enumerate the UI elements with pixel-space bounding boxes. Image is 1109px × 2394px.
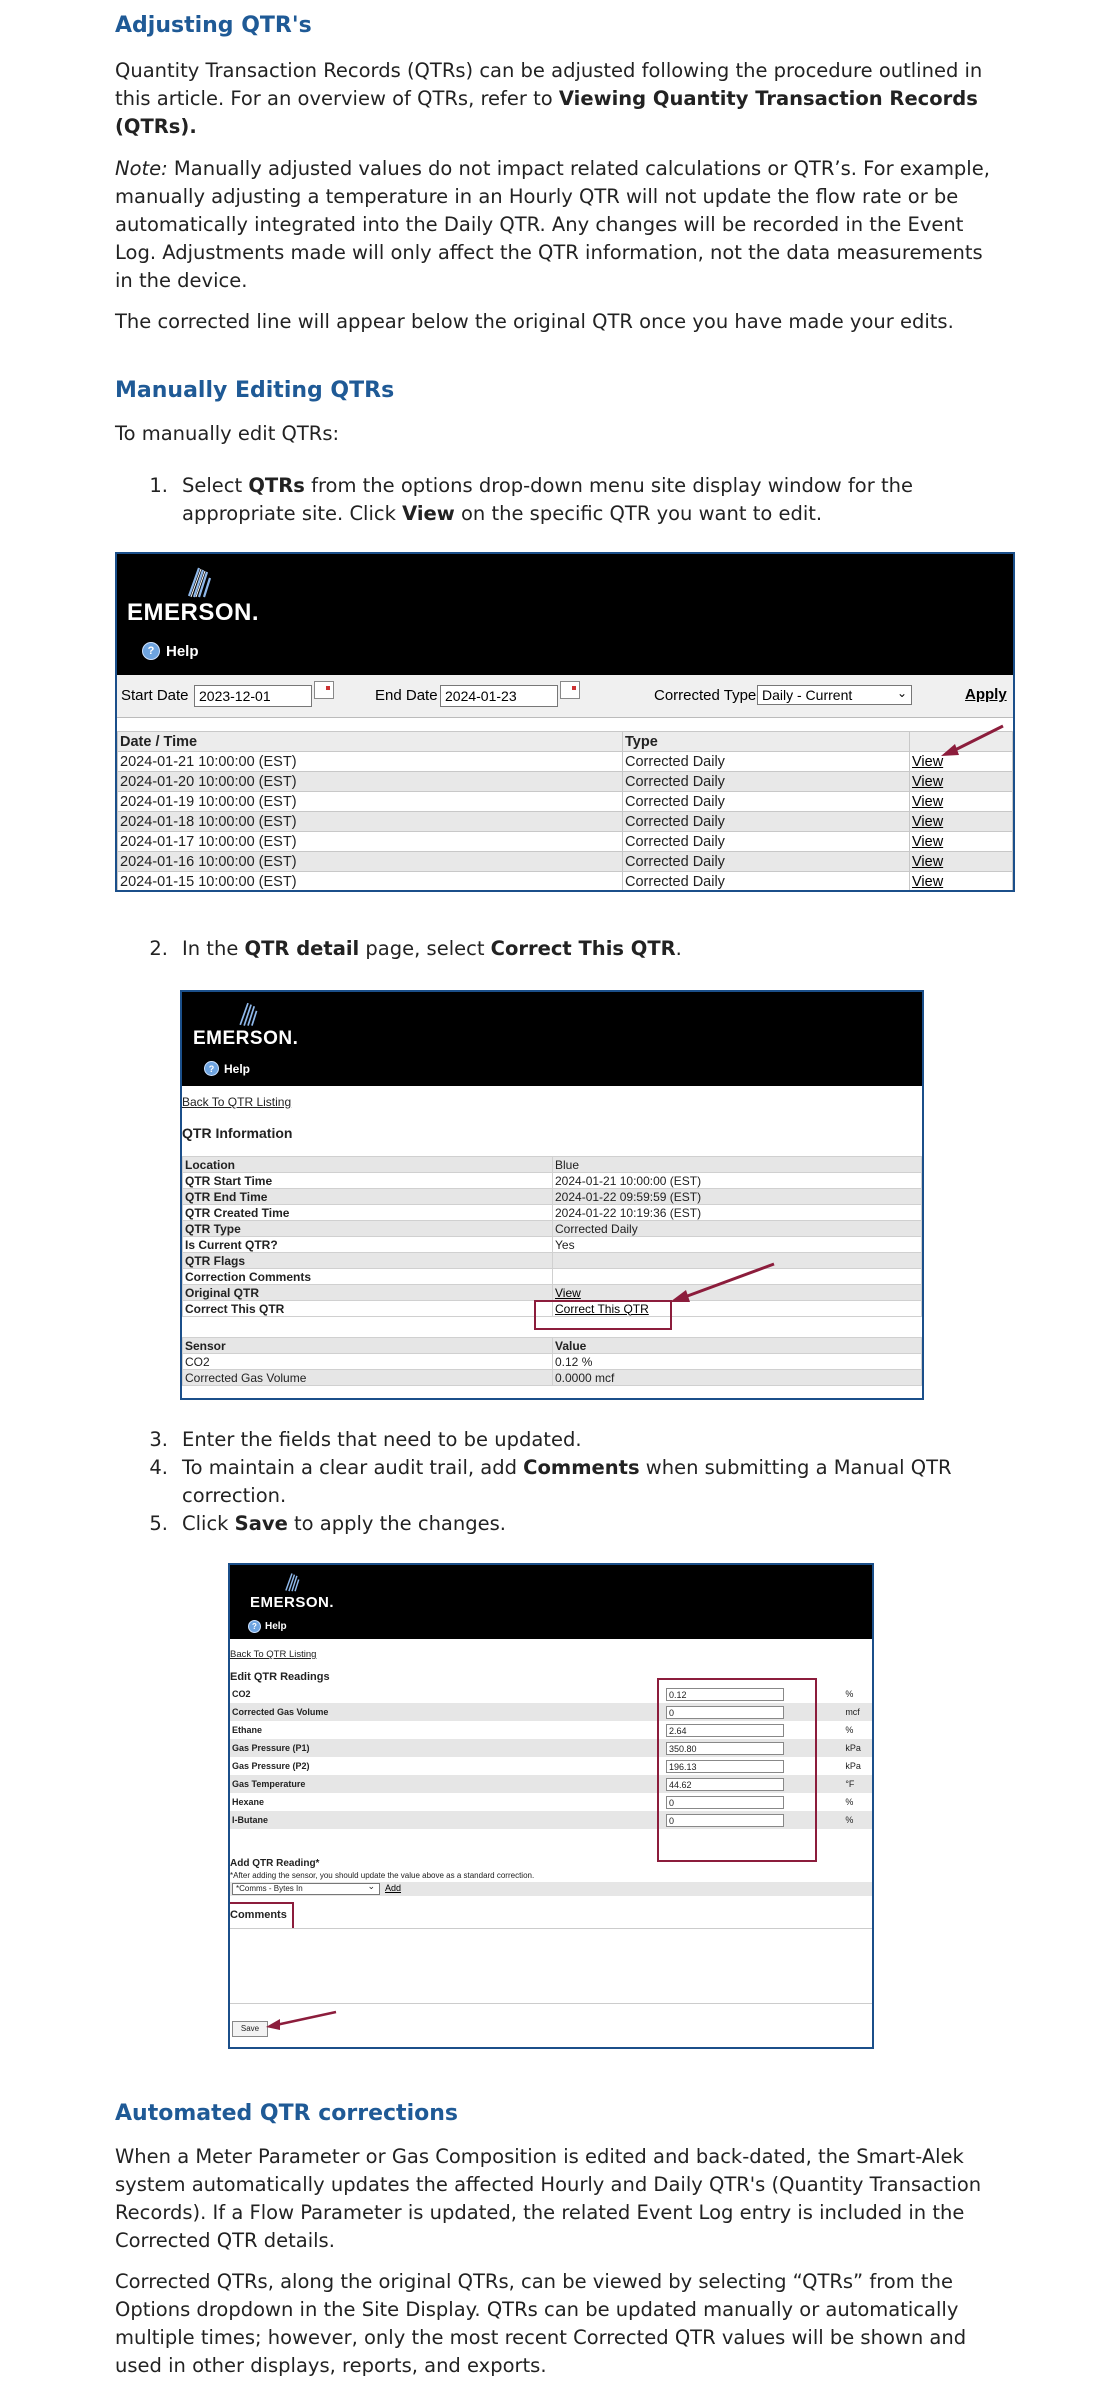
type-cell: Corrected Daily <box>623 792 910 812</box>
date-cell: 2024-01-21 10:00:00 (EST) <box>118 752 623 772</box>
emerson-header <box>117 554 1013 675</box>
step-number: 1. <box>149 474 168 497</box>
type-cell: Corrected Daily <box>623 772 910 792</box>
start-date-input[interactable]: 2023-12-01 <box>194 685 312 707</box>
info-key: Correct This QTR <box>183 1301 553 1317</box>
step-number: 5. <box>149 1512 168 1535</box>
step-2 <box>148 935 998 963</box>
step-text: In the QTR detail page, select Correct This QTR. <box>182 937 682 960</box>
reading-input[interactable]: 0.12 <box>666 1688 784 1701</box>
table-row <box>183 1285 922 1301</box>
automated-paragraph-1: When a Meter Parameter or Gas Composition is edited and back-dated, the Smart-Alek system automatically updates the affected Hourly and Daily QTR's (Quantity Transaction Records). If a Flow Parameter is updated, the related Event Log entry is included in the Corrected QTR details. <box>115 2145 982 2252</box>
note-text: Manually adjusted values do not impact related calculations or QTR’s. For example, manually adjusting a temperature in an Hourly QTR will not update the flow rate or be automatically integrated into the Daily QTR. Any changes will be recorded in the Event Log. Adjustments made will only affect the QTR information, not the data measurements in the device. <box>115 157 990 292</box>
intro-paragraph <box>115 57 995 141</box>
pointer-arrow-icon <box>937 722 1007 758</box>
emerson-header <box>182 992 922 1086</box>
view-cell <box>910 832 1013 852</box>
help-icon: ? <box>204 1061 219 1076</box>
pointer-arrow-icon <box>264 2009 340 2031</box>
step-number: 3. <box>149 1428 168 1451</box>
edit-qtr-screenshot <box>228 1563 874 2049</box>
original-qtr-view-link[interactable]: View <box>555 1285 581 1300</box>
back-to-listing-link[interactable]: Back To QTR Listing <box>230 1649 317 1660</box>
reading-input[interactable]: 2.64 <box>666 1724 784 1737</box>
save-button[interactable]: Save <box>232 2021 268 2037</box>
end-calendar-icon[interactable] <box>560 681 580 699</box>
type-cell: Corrected Daily <box>623 872 910 892</box>
table-row <box>118 832 1013 852</box>
corrected-type-value: Daily - Current <box>762 687 853 703</box>
info-key: Is Current QTR? <box>183 1237 553 1253</box>
type-cell: Corrected Daily <box>623 832 910 852</box>
step-text: Enter the fields that need to be updated. <box>182 1428 582 1451</box>
table-row <box>118 852 1013 872</box>
help-icon: ? <box>248 1620 261 1633</box>
table-row <box>183 1189 922 1205</box>
automated-paragraph-2: Corrected QTRs, along the original QTRs, can be viewed by selecting “QTRs” from the Options dropdown in the Site Display. QTRs can be updated manually or automatically multiple times; however, only the most recent Corrected QTR values will be shown and used in other displays, reports, and exports. <box>115 2270 967 2377</box>
view-link[interactable]: View <box>912 873 944 890</box>
sensor-value: 0.0000 mcf <box>553 1370 922 1386</box>
column-header: Date / Time <box>118 732 623 752</box>
info-key: QTR Created Time <box>183 1205 553 1221</box>
info-key: QTR End Time <box>183 1189 553 1205</box>
corrected-type-select[interactable] <box>757 685 912 705</box>
pointer-arrow-icon <box>668 1260 778 1305</box>
reading-name: Gas Pressure (P2) <box>232 1761 310 1771</box>
date-cell: 2024-01-16 10:00:00 (EST) <box>118 852 623 872</box>
view-cell <box>910 792 1013 812</box>
readings-highlight <box>657 1678 817 1862</box>
reading-name: Ethane <box>232 1725 263 1735</box>
table-row <box>118 752 1013 772</box>
table-row <box>118 872 1013 892</box>
date-cell: 2024-01-17 10:00:00 (EST) <box>118 832 623 852</box>
add-reading-select[interactable] <box>232 1883 380 1895</box>
column-header: Sensor <box>183 1338 553 1354</box>
view-cell <box>910 772 1013 792</box>
table-row <box>183 1354 922 1370</box>
reading-unit: % <box>845 1689 854 1699</box>
reading-name: Corrected Gas Volume <box>230 1703 664 1721</box>
reading-unit: kPa <box>845 1761 861 1771</box>
chevron-down-icon: ⌄ <box>896 686 907 700</box>
info-key: Location <box>183 1157 553 1173</box>
reading-input[interactable]: 0 <box>666 1814 784 1827</box>
date-cell: 2024-01-20 10:00:00 (EST) <box>118 772 623 792</box>
table-row <box>183 1370 922 1386</box>
chevron-down-icon: ⌄ <box>367 1881 375 1891</box>
step-text: To maintain a clear audit trail, add Comments when submitting a Manual QTR correction. <box>182 1456 952 1507</box>
step-number: 2. <box>149 937 168 960</box>
view-link[interactable]: View <box>912 833 944 850</box>
intro-link[interactable]: Viewing Quantity Transaction Records (QTRs). <box>115 87 978 138</box>
type-cell: Corrected Daily <box>623 752 910 772</box>
intro-text: Quantity Transaction Records (QTRs) can be adjusted following the procedure outlined in this article. For an overview of QTRs, refer to <box>115 59 983 110</box>
view-link[interactable]: View <box>912 753 944 770</box>
step-1 <box>148 472 998 528</box>
table-row <box>118 772 1013 792</box>
type-cell: Corrected Daily <box>623 852 910 872</box>
add-reading-note: *After adding the sensor, you should update the value above as a standard correction. <box>230 1871 535 1880</box>
comments-label: Comments <box>230 1909 287 1921</box>
comments-textarea[interactable] <box>230 1928 872 2004</box>
table-header-row <box>118 732 1013 752</box>
reading-name: I-Butane <box>230 1811 664 1829</box>
step-3 <box>148 1426 998 1454</box>
reading-input[interactable]: 196.13 <box>666 1760 784 1773</box>
sensor-name: Corrected Gas Volume <box>183 1370 553 1386</box>
section-title-automated: Automated QTR corrections <box>115 2101 458 2126</box>
reading-name: Gas Temperature <box>230 1775 664 1793</box>
reading-unit: mcf <box>843 1703 872 1721</box>
reading-name: Gas Pressure (P1) <box>230 1739 664 1757</box>
add-reading-title: Add QTR Reading* <box>230 1858 320 1869</box>
reading-input[interactable]: 44.62 <box>666 1778 784 1791</box>
section-title-adjusting: Adjusting QTR's <box>115 13 312 38</box>
note-label: Note: <box>115 157 168 180</box>
view-cell <box>910 872 1013 892</box>
info-key: QTR Type <box>183 1221 553 1237</box>
info-value: 2024-01-21 10:00:00 (EST) <box>553 1173 922 1189</box>
start-date-label: Start Date <box>121 687 189 704</box>
info-key: Original QTR <box>183 1285 553 1301</box>
apply-button[interactable]: Apply <box>965 686 1007 703</box>
table-header-row <box>183 1338 922 1354</box>
qtr-listing-screenshot <box>115 552 1015 892</box>
help-label: Help <box>166 642 199 660</box>
add-reading-select-value: *Comms - Bytes In <box>236 1884 303 1893</box>
date-cell: 2024-01-15 10:00:00 (EST) <box>118 872 623 892</box>
help-link[interactable] <box>248 1620 287 1633</box>
table-row <box>183 1205 922 1221</box>
step-text: Select QTRs from the options drop-down menu site display window for the appropriate site. Click View on the specific QTR you want to edit. <box>182 474 913 525</box>
info-value: 2024-01-22 09:59:59 (EST) <box>553 1189 922 1205</box>
info-value: Blue <box>553 1157 922 1173</box>
qtr-detail-screenshot <box>180 990 924 1400</box>
emerson-logo-icon <box>185 564 213 600</box>
reading-input[interactable]: 0 <box>666 1706 784 1719</box>
reading-unit: % <box>845 1725 854 1735</box>
table-row <box>118 792 1013 812</box>
qtr-info-title: QTR Information <box>182 1125 293 1141</box>
filter-bar <box>117 675 1013 718</box>
qtr-info-table <box>182 1156 922 1317</box>
end-date-label: End Date <box>375 687 438 704</box>
emerson-brand: EMERSON. <box>193 1028 299 1049</box>
date-cell: 2024-01-18 10:00:00 (EST) <box>118 812 623 832</box>
column-header: Value <box>553 1338 922 1354</box>
type-cell: Corrected Daily <box>623 812 910 832</box>
emerson-brand: EMERSON. <box>250 1594 335 1611</box>
view-link[interactable]: View <box>912 793 944 810</box>
reading-name: CO2 <box>232 1689 251 1699</box>
step-5 <box>148 1510 998 1538</box>
view-link[interactable]: View <box>912 773 944 790</box>
sensor-name: CO2 <box>183 1354 553 1370</box>
view-cell <box>910 852 1013 872</box>
view-link[interactable]: View <box>912 813 944 830</box>
table-row <box>118 812 1013 832</box>
help-link[interactable] <box>142 642 199 660</box>
corrected-line-paragraph: The corrected line will appear below the original QTR once you have made your edits. <box>115 310 954 333</box>
reading-unit: kPa <box>843 1739 872 1757</box>
info-value: Yes <box>553 1237 922 1253</box>
info-key: QTR Start Time <box>183 1173 553 1189</box>
section-title-manual: Manually Editing QTRs <box>115 378 395 403</box>
table-row <box>183 1269 922 1285</box>
info-value: 2024-01-22 10:19:36 (EST) <box>553 1205 922 1221</box>
help-label: Help <box>265 1621 287 1632</box>
add-reading-link[interactable]: Add <box>385 1883 402 1893</box>
end-date-input[interactable]: 2024-01-23 <box>440 685 558 707</box>
reading-unit: % <box>843 1811 872 1829</box>
edit-readings-title: Edit QTR Readings <box>230 1671 330 1683</box>
reading-input[interactable]: 0 <box>666 1796 784 1809</box>
emerson-brand: EMERSON. <box>127 599 260 626</box>
reading-name: Hexane <box>232 1797 265 1807</box>
column-header: Type <box>623 732 910 752</box>
qtr-list-table <box>117 731 1013 892</box>
emerson-header <box>230 1565 872 1639</box>
help-icon: ? <box>142 642 160 660</box>
table-row <box>183 1237 922 1253</box>
start-calendar-icon[interactable] <box>314 681 334 699</box>
reading-unit: °F <box>843 1775 872 1793</box>
view-cell <box>910 812 1013 832</box>
step-4 <box>148 1454 998 1510</box>
reading-unit: % <box>845 1797 854 1807</box>
table-row <box>183 1157 922 1173</box>
table-row <box>183 1253 922 1269</box>
date-cell: 2024-01-19 10:00:00 (EST) <box>118 792 623 812</box>
info-key: QTR Flags <box>183 1253 553 1269</box>
corrected-type-label: Corrected Type <box>654 687 757 704</box>
info-value: Corrected Daily <box>553 1221 922 1237</box>
reading-input[interactable]: 350.80 <box>666 1742 784 1755</box>
step-text: Click Save to apply the changes. <box>182 1512 506 1535</box>
help-label: Help <box>224 1061 251 1076</box>
manual-lead: To manually edit QTRs: <box>115 422 340 445</box>
correct-this-qtr-link[interactable]: Correct This QTR <box>555 1301 649 1316</box>
correct-qtr-highlight <box>534 1300 672 1330</box>
info-key: Correction Comments <box>183 1269 553 1285</box>
table-row <box>183 1221 922 1237</box>
help-link[interactable] <box>204 1061 250 1076</box>
emerson-logo-icon <box>283 1571 301 1593</box>
table-row <box>183 1173 922 1189</box>
view-link[interactable]: View <box>912 853 944 870</box>
sensor-value: 0.12 % <box>553 1354 922 1370</box>
sensor-table <box>182 1337 922 1386</box>
note-paragraph <box>115 155 995 295</box>
step-number: 4. <box>149 1456 168 1479</box>
back-to-listing-link[interactable]: Back To QTR Listing <box>182 1095 292 1109</box>
emerson-logo-icon <box>237 1000 259 1028</box>
